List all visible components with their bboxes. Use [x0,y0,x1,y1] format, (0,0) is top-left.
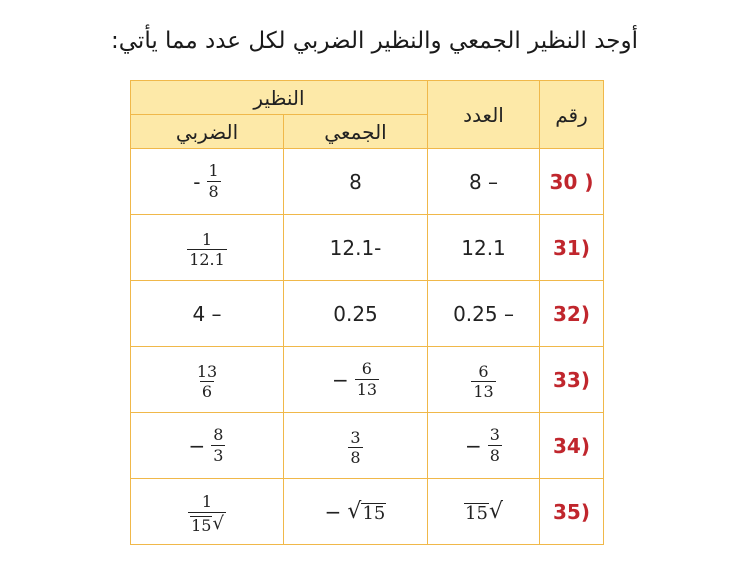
row-number: 32) [540,281,604,347]
row-number: 33) [540,347,604,413]
table-row [131,215,604,281]
number-cell [428,413,540,479]
inverse-table [130,80,604,545]
number-cell: 8 – [428,149,540,215]
number-cell [428,347,540,413]
additive-cell [284,479,428,545]
fraction: $\frac{6}{13}$ [473,361,494,401]
table-row [131,479,604,545]
fraction: $\frac{8}{3}$ [213,425,224,465]
header-number: العدد [428,81,540,149]
multiplicative-cell [131,413,284,479]
row-number: 31) [540,215,604,281]
header-additive: الجمعي [284,115,428,149]
fraction: 1 √ 15 [188,493,226,534]
table-row [131,347,604,413]
additive-cell [284,413,428,479]
multiplicative-cell [131,149,284,215]
square-root: √ 15 [347,499,386,525]
sign: − [331,367,349,392]
table-row [131,413,604,479]
row-number: 30 ) [540,149,604,215]
additive-cell: 0.25 [284,281,428,347]
multiplicative-cell [131,347,284,413]
sign: − [324,499,342,524]
additive-cell: 12.1- [284,215,428,281]
number-cell: 0.25 – [428,281,540,347]
additive-cell: 8 [284,149,428,215]
sign: − [465,433,482,458]
multiplicative-cell [131,479,284,545]
sign: - [193,169,201,194]
fraction: $\frac{3}{8}$ [489,425,500,465]
header-multiplicative: الضربي [131,115,284,149]
header-inverse: النظير [131,81,428,115]
additive-cell [284,347,428,413]
table-row [131,281,604,347]
row-number: 35) [540,479,604,545]
number-cell [428,479,540,545]
sign: − [188,433,206,458]
square-root: √ 15 [191,512,224,535]
instruction-text: أوجد النظير الجمعي والنظير الضربي لكل عدد مما يأتي: [111,28,638,54]
multiplicative-cell [131,215,284,281]
fraction: $\frac{3}{8}$ [350,427,361,467]
fraction: $\frac{13}{6}$ [196,361,218,401]
fraction: $\frac{6}{13}$ [356,359,378,399]
square-root: √ 15 [465,499,503,525]
fraction: $\frac{1}{12.1}$ [189,229,225,269]
row-number: 34) [540,413,604,479]
table-row [131,149,604,215]
fraction: $\frac{1}{8}$ [208,161,219,201]
header-row-number: رقم [540,81,604,149]
number-cell: 12.1 [428,215,540,281]
multiplicative-cell: 4 – [131,281,284,347]
